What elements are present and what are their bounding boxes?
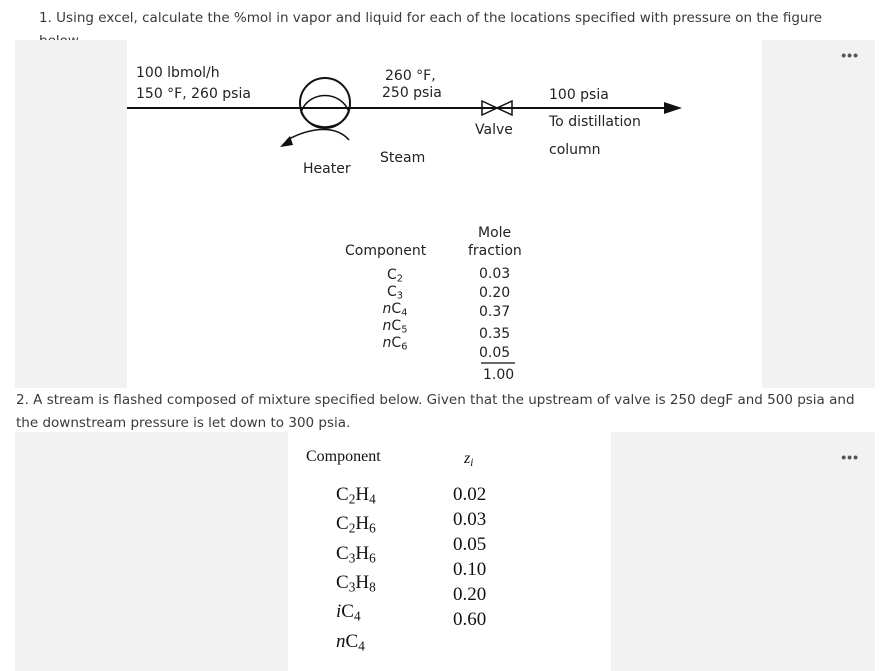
table1-value-cell: 0.03 [479,266,511,282]
table1-component-column [375,266,415,351]
table2-value-cell: 0.02 [453,484,487,505]
steam-label: Steam [380,150,426,166]
heater-out-temp-label: 260 °F, [385,68,436,84]
table1-component-header: Component [345,243,427,259]
table1-component-cell: $C_3$ [386,284,403,302]
outlet-arrow-icon [664,102,682,114]
figure-2-image [288,432,611,671]
table2-component-cell: $iC_4$ [336,601,361,624]
table1-total: 1.00 [483,367,515,383]
outlet-pressure-label: 100 psia [549,87,609,103]
table2-component-cell: $C_3H_6$ [336,542,376,565]
table1-component-cell: $C_2$ [386,267,403,285]
valve-label: Valve [475,122,513,138]
heater-out-pressure-label: 250 psia [382,85,442,101]
question-1-text: 1. Using excel, calculate the %mol in vapor and liquid for each of the locations specified with pressure on the figure [39,10,823,26]
more-options-button[interactable]: ••• [841,449,859,465]
question-2-text: 2. A stream is flashed composed of mixture specified below. Given that the upstream of valve is 250 degF and 500 psia and the downstream pressure is let down to 300 psia. [16,392,855,431]
figure-1-panel [15,40,875,388]
table2-component-cell: $C_3H_8$ [336,571,376,595]
table2-value-cell: 0.03 [453,509,487,530]
table2-component-cell: $C_2H_4$ [336,484,376,507]
more-options-button[interactable]: ••• [841,47,859,63]
table1-value-cell: 0.37 [479,304,511,320]
outlet-destination-line2: column [549,142,601,158]
table2-value-cell: 0.20 [453,584,487,605]
table2-value-cell: 0.10 [453,559,487,580]
table1-value-cell: 0.35 [479,326,511,342]
table1-value-cell: 0.05 [479,345,511,361]
outlet-destination-line1: To distillation [549,114,641,130]
table2-value-cell: 0.60 [453,609,487,630]
inlet-flow-label: 100 lbmol/h [136,65,220,81]
figure-2-panel [15,432,875,671]
table2-component-header: Component [306,448,381,465]
table1-component-cell: $nC_5$ [382,318,408,336]
heater-coil-icon [301,96,349,128]
table1-component-cell: $nC_4$ [382,301,408,319]
table1-value-column [479,265,510,363]
table2-value-column [453,482,486,632]
table1-fraction-header-line2: fraction [468,243,522,259]
table1-fraction-header-line1: Mole [478,225,512,241]
heater-label: Heater [303,161,351,177]
figure-1-image [127,40,762,388]
table2-z-header: $z_i$ [464,450,474,469]
table1-component-cell: $nC_6$ [382,335,408,353]
table2-value-cell: 0.05 [453,534,487,555]
inlet-conditions-label: 150 °F, 260 psia [136,86,251,102]
steam-line [287,130,349,141]
table1-value-cell: 0.20 [479,285,511,301]
table2-component-cell: $nC_4$ [336,630,365,653]
table2-component-column [336,482,376,658]
table2-component-cell: $C_2H_6$ [336,513,376,536]
